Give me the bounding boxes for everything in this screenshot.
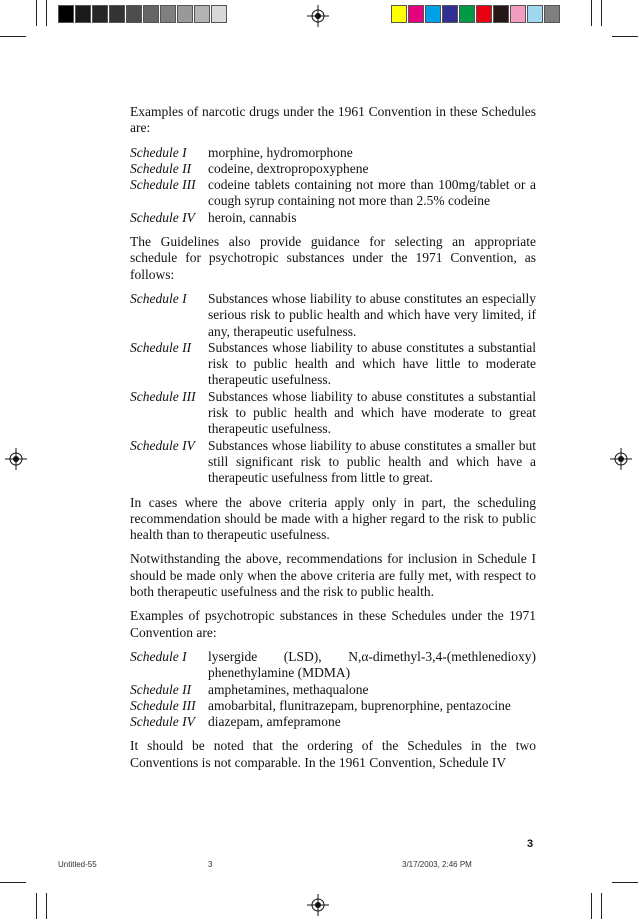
slug-page: 3 — [208, 860, 213, 869]
slug-file-name: Untitled-55 — [58, 860, 97, 869]
schedule-row — [130, 438, 536, 487]
color-swatch — [109, 5, 125, 23]
schedule-description: diazepam, amfepramone — [208, 714, 341, 730]
crop-mark — [591, 893, 592, 919]
schedule-row — [130, 714, 536, 730]
schedule-name: Schedule I — [130, 290, 187, 306]
schedule-row — [130, 145, 536, 161]
crop-mark — [601, 0, 602, 26]
schedule-name: Schedule IV — [130, 714, 195, 730]
paragraph-ordering-note: It should be noted that the ordering of the Schedules in the two Conventions is not comparable. In the 1961 Convention, Schedule IV — [130, 738, 536, 770]
schedule-description: codeine tablets containing not more than 100mg/tablet or a cough syrup containing not more than 2.5% codeine — [208, 177, 536, 209]
crop-mark — [46, 893, 47, 919]
schedule-name: Schedule I — [130, 144, 187, 160]
schedule-row — [130, 291, 536, 340]
schedule-name: Schedule II — [130, 339, 192, 355]
color-swatch — [126, 5, 142, 23]
color-swatch — [58, 5, 74, 23]
registration-mark-icon — [5, 448, 27, 470]
registration-mark-icon — [307, 5, 329, 27]
color-swatch — [476, 5, 492, 23]
registration-mark-icon — [307, 894, 329, 916]
paragraph-narcotic-intro: Examples of narcotic drugs under the 1961 Convention in these Schedules are: — [130, 104, 536, 136]
crop-mark — [36, 0, 37, 26]
color-swatch — [92, 5, 108, 23]
schedule-description: Substances whose liability to abuse constitutes a smaller but still significant risk to public health and which have a therapeutic usefulness from little to great. — [208, 437, 536, 486]
schedule-name: Schedule I — [130, 648, 187, 664]
color-swatch — [408, 5, 424, 23]
schedule-row — [130, 340, 536, 389]
color-swatch — [459, 5, 475, 23]
schedule-row — [130, 161, 536, 177]
schedule-name: Schedule II — [130, 160, 192, 176]
schedule-description: lysergide (LSD), N,α-dimethyl-3,4-(methlenedioxy) phenethylamine (MDMA) — [208, 648, 536, 681]
crop-mark — [46, 0, 47, 26]
color-swatch — [544, 5, 560, 23]
schedule-name: Schedule II — [130, 681, 192, 697]
color-swatch — [425, 5, 441, 23]
schedule-name: Schedule IV — [130, 437, 195, 453]
schedule-row — [130, 649, 536, 682]
schedule-description: heroin, cannabis — [208, 209, 297, 225]
page-number: 3 — [527, 838, 534, 850]
narcotic-schedule-list — [130, 145, 536, 226]
crop-mark — [36, 893, 37, 919]
grayscale-color-bar — [58, 5, 228, 23]
color-swatch — [493, 5, 509, 23]
schedule-description: morphine, hydromorphone — [208, 144, 353, 160]
color-swatch — [510, 5, 526, 23]
crop-mark — [612, 882, 638, 883]
schedule-row — [130, 177, 536, 210]
color-swatch — [177, 5, 193, 23]
schedule-name: Schedule III — [130, 697, 196, 713]
color-swatch — [391, 5, 407, 23]
schedule-description: amphetamines, methaqualone — [208, 681, 369, 697]
color-swatch — [527, 5, 543, 23]
schedule-description: Substances whose liability to abuse constitutes a substantial risk to public health and which have moderate to great therapeutic usefulness. — [208, 388, 536, 437]
process-color-bar — [391, 5, 561, 23]
color-swatch — [194, 5, 210, 23]
document-body — [130, 104, 536, 779]
schedule-description: Substances whose liability to abuse constitutes a substantial risk to public health and which have little to moderate therapeutic usefulness. — [208, 339, 536, 388]
paragraph-partial-criteria: In cases where the above criteria apply only in part, the scheduling recommendation should be made with a higher regard to the risk to public health than to therapeutic usefulness. — [130, 494, 536, 543]
crop-mark — [601, 893, 602, 919]
slug-datetime: 3/17/2003, 2:46 PM — [402, 860, 472, 869]
color-swatch — [442, 5, 458, 23]
color-swatch — [211, 5, 227, 23]
paragraph-psychotropic-intro: Examples of psychotropic substances in these Schedules under the 1971 Convention are: — [130, 608, 536, 640]
color-swatch — [160, 5, 176, 23]
paragraph-notwithstanding: Notwithstanding the above, recommendations for inclusion in Schedule I should be made only when the above criteria are fully met, with respect to both therapeutic usefulness and the risk to public health. — [130, 551, 536, 600]
crop-mark — [0, 882, 26, 883]
paragraph-guidelines: The Guidelines also provide guidance for selecting an appropriate schedule for psychotropic substances under the 1971 Convention, as follows: — [130, 234, 536, 282]
registration-mark-icon — [610, 448, 632, 470]
schedule-name: Schedule III — [130, 388, 196, 404]
schedule-name: Schedule III — [130, 177, 196, 193]
color-swatch — [75, 5, 91, 23]
crop-mark — [0, 36, 26, 37]
color-swatch — [143, 5, 159, 23]
schedule-row — [130, 389, 536, 438]
crop-mark — [591, 0, 592, 26]
schedule-description: amobarbital, flunitrazepam, buprenorphine, pentazocine — [208, 697, 511, 713]
schedule-row — [130, 682, 536, 698]
psychotropic-examples-list — [130, 649, 536, 730]
schedule-row — [130, 210, 536, 226]
schedule-description: Substances whose liability to abuse constitutes an especially serious risk to public health and which have very limited, if any, therapeutic usefulness. — [208, 290, 536, 339]
schedule-name: Schedule IV — [130, 209, 195, 225]
schedule-description: codeine, dextropropoxyphene — [208, 160, 369, 176]
schedule-row — [130, 698, 536, 714]
crop-mark — [612, 36, 638, 37]
psychotropic-criteria-list — [130, 291, 536, 487]
